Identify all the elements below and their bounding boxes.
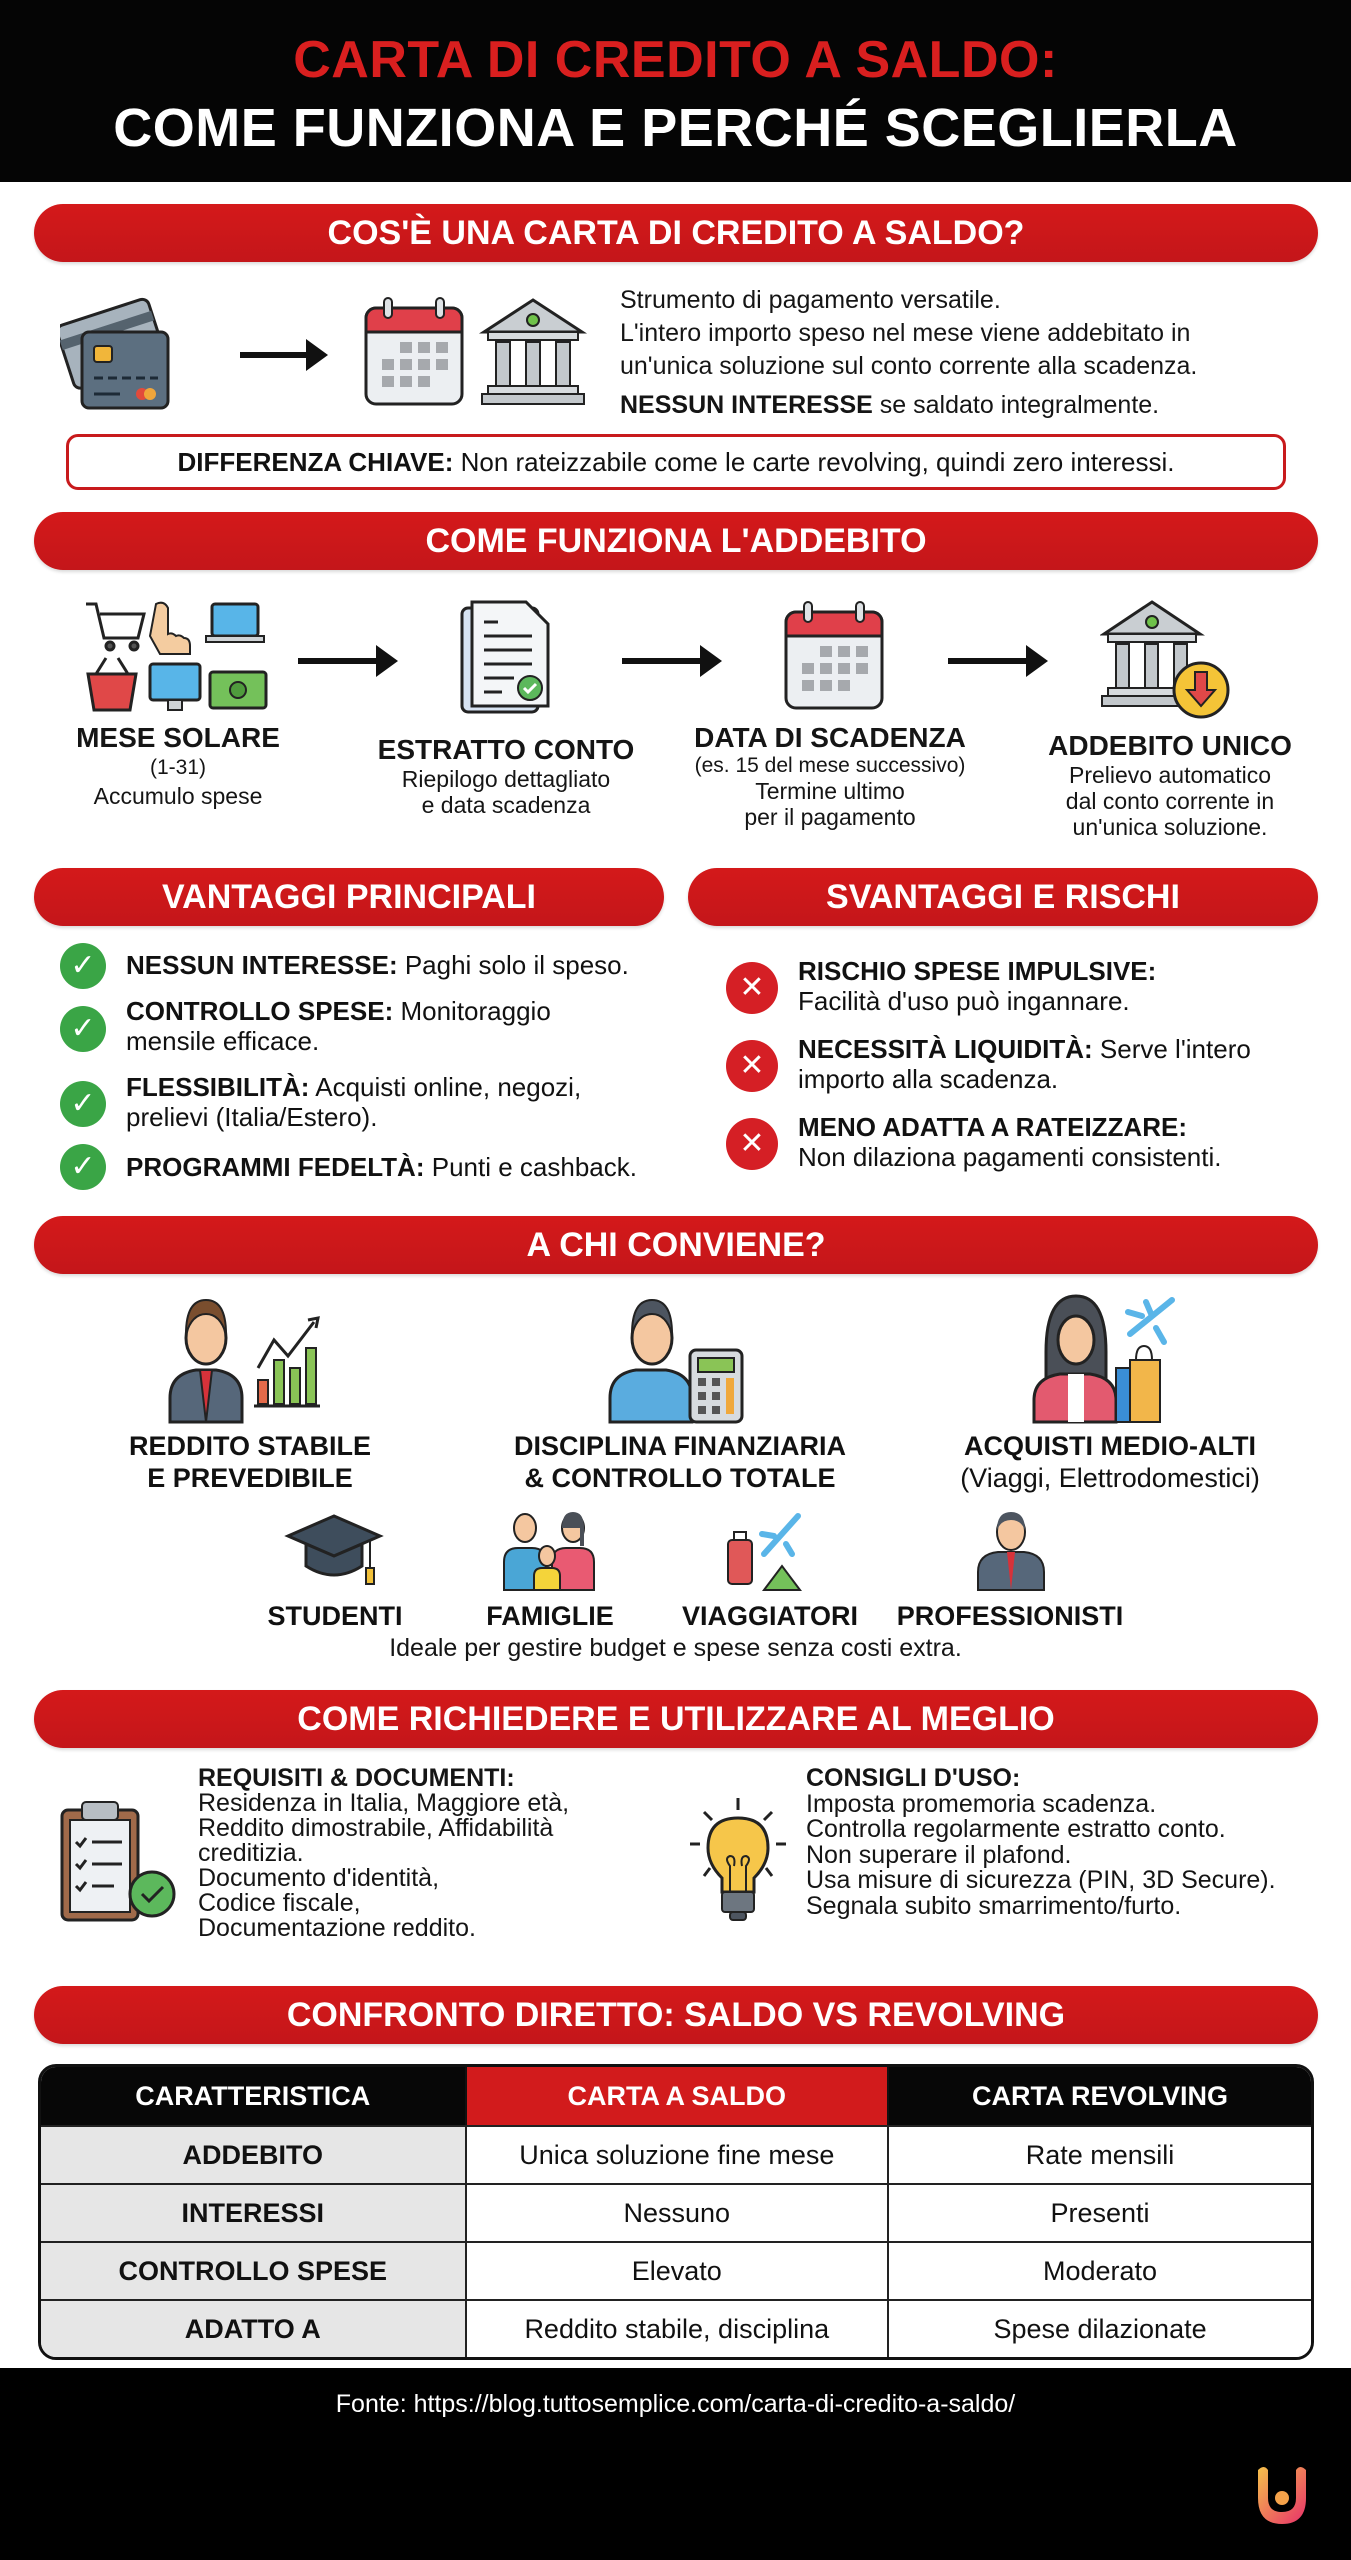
- what-line-3: un'unica soluzione sul conto corrente alla scadenza.: [620, 352, 1198, 380]
- who-note: Ideale per gestire budget e spese senza costi extra.: [389, 1634, 962, 1662]
- woman-shopping-travel-icon: [1030, 1292, 1180, 1424]
- man-calculator-icon: [606, 1294, 746, 1424]
- family-icon: [502, 1510, 602, 1592]
- calendar-due-icon: [782, 598, 886, 714]
- calendar-icon: [362, 296, 466, 408]
- brand-logo-icon: [1250, 2464, 1314, 2526]
- professional-icon: [974, 1510, 1048, 1592]
- section-banner-pros: VANTAGGI PRINCIPALI: [34, 868, 664, 926]
- section-banner-apply: COME RICHIEDERE E UTILIZZARE AL MEGLIO: [34, 1690, 1318, 1748]
- step-1: MESE SOLARE (1-31) Accumulo spese: [76, 722, 280, 809]
- graduation-cap-icon: [284, 1512, 388, 1586]
- section-banner-what: COS'È UNA CARTA DI CREDITO A SALDO?: [34, 204, 1318, 262]
- table-row: ADDEBITO Unica soluzione fine mese Rate mensili: [41, 2125, 1311, 2183]
- arrow-right-icon: [622, 658, 704, 664]
- check-icon: ✓: [60, 1081, 106, 1127]
- step-4: ADDEBITO UNICO Prelievo automatico dal conto corrente in un'unica soluzione.: [1048, 730, 1292, 840]
- who-families: FAMIGLIE: [486, 1601, 614, 1631]
- section-banner-compare: CONFRONTO DIRETTO: SALDO VS REVOLVING: [34, 1986, 1318, 2044]
- who-financial-discipline: DISCIPLINA FINANZIARIA & CONTROLLO TOTALE: [514, 1431, 846, 1493]
- who-medium-high-purchases: ACQUISTI MEDIO-ALTI (Viaggi, Elettrodomestici): [960, 1431, 1260, 1493]
- bank-download-icon: [1100, 598, 1232, 720]
- what-description: [620, 284, 1320, 422]
- key-difference-box: DIFFERENZA CHIAVE: Non rateizzabile come le carte revolving, quindi zero interessi.: [66, 434, 1286, 490]
- who-professionals: PROFESSIONISTI: [896, 1601, 1124, 1631]
- hero-header: [0, 0, 1351, 182]
- tips-block: CONSIGLI D'USO: Imposta promemoria scadenza. Controlla regolarmente estratto conto. Non superare il plafond. Usa misure di sicurezza (PIN, 3D Secure). Segnala subito smarrimento/furto.: [806, 1764, 1276, 1920]
- lightbulb-icon: [686, 1796, 790, 1924]
- bank-icon: [478, 296, 588, 408]
- what-no-interest: NESSUN INTERESSE se saldato integralmente.: [620, 391, 1160, 419]
- pro-item-2: CONTROLLO SPESE: Monitoraggio mensile efficace.: [126, 996, 551, 1056]
- statement-document-icon: [458, 598, 554, 716]
- con-item-2: NECESSITÀ LIQUIDITÀ: Serve l'intero importo alla scadenza.: [798, 1034, 1251, 1094]
- section-banner-cons: SVANTAGGI E RISCHI: [688, 868, 1318, 926]
- con-item-3: MENO ADATTA A RATEIZZARE: Non dilaziona pagamenti consistenti.: [798, 1112, 1222, 1172]
- who-travelers: VIAGGIATORI: [681, 1601, 858, 1631]
- col-header-saldo: CARTA A SALDO: [465, 2067, 888, 2125]
- check-icon: ✓: [60, 1006, 106, 1052]
- credit-cards-icon: [60, 290, 170, 415]
- con-item-1: RISCHIO SPESE IMPULSIVE: Facilità d'uso può ingannare.: [798, 956, 1157, 1016]
- shopping-icons: [82, 598, 272, 716]
- pro-item-1: NESSUN INTERESSE: Paghi solo il speso.: [126, 950, 629, 980]
- pro-item-4: PROGRAMMI FEDELTÀ: Punti e cashback.: [126, 1152, 637, 1182]
- x-icon: ✕: [726, 1040, 778, 1092]
- checklist-clipboard-icon: [58, 1796, 180, 1924]
- pro-item-3: FLESSIBILITÀ: Acquisti online, negozi, prelievi (Italia/Estero).: [126, 1072, 582, 1132]
- table-header-row: [41, 2067, 1311, 2125]
- step-3: DATA DI SCADENZA (es. 15 del mese successivo) Termine ultimo per il pagamento: [694, 722, 966, 830]
- title-line-1: CARTA DI CREDITO A SALDO:: [293, 31, 1058, 89]
- check-icon: ✓: [60, 1144, 106, 1190]
- footer: [0, 2368, 1351, 2560]
- arrow-right-icon: [298, 658, 380, 664]
- table-row: ADATTO A Reddito stabile, disciplina Spese dilazionate: [41, 2299, 1311, 2357]
- step-2: ESTRATTO CONTO Riepilogo dettagliato e data scadenza: [377, 734, 635, 818]
- requirements-block: REQUISITI & DOCUMENTI: Residenza in Italia, Maggiore età, Reddito dimostrabile, Affidabilità creditizia. Documento d'identità, Codice fiscale, Documentazione reddito.: [198, 1764, 570, 1942]
- travel-luggage-icon: [724, 1510, 808, 1592]
- what-line-1: Strumento di pagamento versatile.: [620, 286, 1001, 314]
- section-banner-who: A CHI CONVIENE?: [34, 1216, 1318, 1274]
- comparison-table: [38, 2064, 1314, 2360]
- arrow-right-icon: [240, 352, 310, 358]
- title-line-2: COME FUNZIONA E PERCHÉ SCEGLIERLA: [113, 98, 1238, 158]
- who-students: STUDENTI: [267, 1601, 403, 1631]
- section-banner-how: COME FUNZIONA L'ADDEBITO: [34, 512, 1318, 570]
- what-line-2: L'intero importo speso nel mese viene addebitato in: [620, 319, 1191, 347]
- arrow-right-icon: [948, 658, 1030, 664]
- x-icon: ✕: [726, 962, 778, 1014]
- check-icon: ✓: [60, 943, 106, 989]
- table-row: CONTROLLO SPESE Elevato Moderato: [41, 2241, 1311, 2299]
- who-stable-income: REDDITO STABILE E PREVEDIBILE: [128, 1431, 371, 1493]
- source-link[interactable]: Fonte: https://blog.tuttosemplice.com/carta-di-credito-a-saldo/: [335, 2390, 1016, 2418]
- col-header-revolving: CARTA REVOLVING: [887, 2067, 1311, 2125]
- col-header-feature: CARATTERISTICA: [41, 2067, 465, 2125]
- x-icon: ✕: [726, 1118, 778, 1170]
- table-row: INTERESSI Nessuno Presenti: [41, 2183, 1311, 2241]
- businessman-growth-icon: [166, 1294, 336, 1424]
